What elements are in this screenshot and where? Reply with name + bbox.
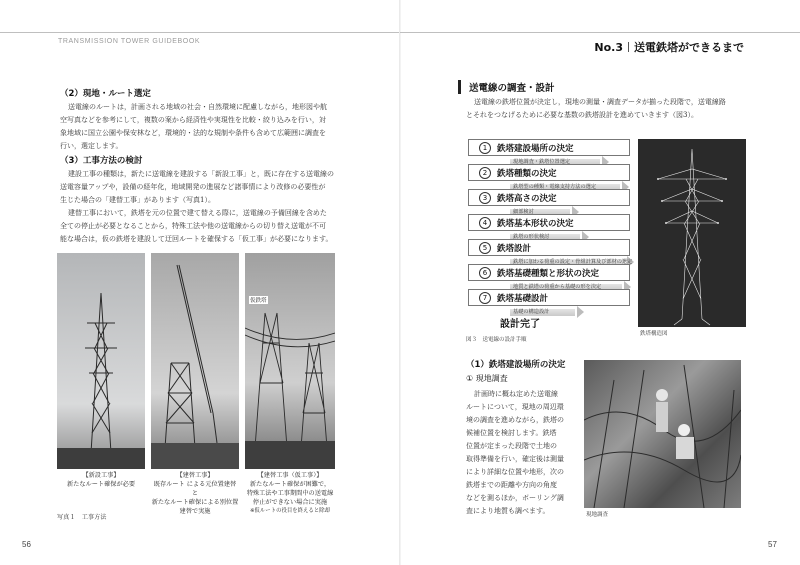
note-text: 基礎の構造設計 <box>513 308 550 315</box>
sec3-line: 送電容量アップや，設備の経年化，地域開発の進展など諸事情により改修の必要性が <box>60 183 326 191</box>
caption-line: 新たなルート確保が必要 <box>66 481 136 488</box>
caption-rebuild <box>151 471 239 516</box>
header-rule-right <box>400 32 800 33</box>
caption-head: 【建替工事（仮工事）】 <box>257 472 323 479</box>
page-number-right: 57 <box>768 540 777 549</box>
caption-line: 既存ルート による元位置建替と <box>153 481 237 497</box>
note-text: 鉄塔型の種類・電線支持方法の選定 <box>513 183 597 190</box>
sec2-line: 行い，選定します。 <box>60 142 123 150</box>
step-number: 7 <box>479 292 491 304</box>
page-number-left: 56 <box>22 540 31 549</box>
header-rule-left <box>0 32 400 33</box>
intro-line: とそれをつなげるために必要な基数の鉄塔設計を進めていきます（図3）。 <box>466 111 698 119</box>
survey-line: 取得準備を行い，確定後は測量 <box>466 455 564 463</box>
section-3-title: （3）工事方法の検討 <box>60 156 143 166</box>
step-number: 1 <box>479 142 491 154</box>
step-label: 鉄塔設計 <box>497 243 532 254</box>
sec3-line: 全ての停止が必要となることから，特殊工法や他の送電線からの切り替え送電が不可 <box>60 222 326 230</box>
figure-3-caption: 図３ 送電線の設計手順 <box>466 337 527 343</box>
flow-step <box>468 289 630 306</box>
chapter-number: No.3 <box>594 41 623 54</box>
photo-1-caption: 写真１ 工事方法 <box>57 514 107 521</box>
flow-step <box>468 239 630 256</box>
flow-step <box>468 164 630 181</box>
crane-photo-graphic <box>151 253 239 469</box>
section-title-survey-design: 送電線の調査・設計 <box>458 80 555 94</box>
flow-step <box>468 264 630 281</box>
step-label: 鉄塔基本形状の決定 <box>497 218 574 229</box>
subsection-1a-title: ① 現地調査 <box>466 374 508 383</box>
caption-line: 新たなルート確保が困難で， <box>249 481 331 488</box>
survey-line: 境の調査を進めながら，鉄塔の <box>466 416 564 424</box>
step-number: 4 <box>479 217 491 229</box>
caption-new <box>57 471 145 489</box>
survey-line: 鉄塔までの距離や方向の角度 <box>466 481 557 489</box>
caption-head: 【建替工事】 <box>176 472 214 479</box>
note-text: 地質と鉄塔の荷重から基礎の形を決定 <box>513 283 602 290</box>
step-label: 鉄塔建設場所の決定 <box>497 143 574 154</box>
note-text: 鉄塔に加わる荷重の設定・骨組計算及び部材の選定 <box>513 258 633 265</box>
sec3-line: 建設工事の種類は，新たに送電線を建設する「新設工事」と，既に存在する送電線の <box>68 170 334 178</box>
caption-line: 建替で実施 <box>179 508 211 515</box>
chapter-separator <box>628 42 629 52</box>
step-number: 2 <box>479 167 491 179</box>
sec3-line: 生じた場合の「建替工事」があります（写真1）。 <box>60 196 215 204</box>
chapter-title: 送電鉄塔ができるまで <box>634 41 744 54</box>
survey-line: 候補位置を検討します。鉄塔 <box>466 429 557 437</box>
survey-line: などを測るほか，ボーリング調 <box>466 494 564 502</box>
site-survey-caption: 現地調査 <box>586 512 609 518</box>
step-number: 3 <box>479 192 491 204</box>
step-number: 5 <box>479 242 491 254</box>
caption-temporary <box>245 471 335 516</box>
section-3-body <box>60 168 348 246</box>
sec2-line: 送電線のルートは，計画される地域の社会・自然環境に配慮しながら，地形図や航 <box>68 103 327 111</box>
survey-line: ルートについて，現地の周辺環 <box>466 403 564 411</box>
sec2-line: 空写真などを参考にして，複数の案から経済性や実現性を比較・絞り込みを行い，対 <box>60 116 326 124</box>
tower-photo-graphic <box>57 253 145 469</box>
survey-line: 計画時に概ね定めた送電線 <box>474 390 558 398</box>
arrow-tip <box>577 306 584 318</box>
design-complete-label: 設計完了 <box>500 319 540 330</box>
caption-line: 特殊工法や工事期間中の送電線 <box>246 490 334 497</box>
tower-structure-diagram <box>638 139 746 327</box>
book-title: TRANSMISSION TOWER GUIDEBOOK <box>58 38 201 45</box>
sec2-line: 象地域に国立公園や保安林など，環境的・法的な規制や条件も含めて広範囲に調査を <box>60 129 326 137</box>
sec3-line: 能な場合は，仮の鉄塔を建設して迂回ルートを確保する「仮工事」が必要になります。 <box>60 235 333 243</box>
sec3-line: 建替工事において，鉄塔を元の位置で建て替える際に，送電線の予備回線を含めた <box>68 209 327 217</box>
photo-new-construction <box>57 253 145 469</box>
survey-line: 位置が定まった段階で土地の <box>466 442 557 450</box>
section-2-title: （2）現地・ルート選定 <box>60 89 151 99</box>
section-2-body <box>60 101 348 153</box>
caption-line: 停止ができない場合に実施 <box>252 499 328 506</box>
chapter-header <box>594 39 744 55</box>
step-number: 6 <box>479 267 491 279</box>
temporary-tower-graphic <box>245 253 335 469</box>
step-label: 鉄塔基礎種類と形状の決定 <box>497 268 600 279</box>
forest-photo-graphic <box>584 360 741 508</box>
caption-line: 新たなルート確保による別位置 <box>151 499 239 506</box>
flow-step <box>468 214 630 231</box>
intro-paragraph <box>466 96 748 122</box>
subsection-1-title: （1）鉄塔建設場所の決定 <box>466 360 566 370</box>
photo-rebuild-construction <box>151 253 239 469</box>
caption-head: 【新設工事】 <box>82 472 120 479</box>
flow-step <box>468 189 630 206</box>
tower-wireframe-graphic <box>638 139 746 327</box>
right-page <box>400 0 800 565</box>
flow-step <box>468 139 630 156</box>
temporary-tower-tag: 仮鉄塔 <box>250 298 267 304</box>
photo-temporary-construction <box>245 253 335 469</box>
site-survey-photo <box>584 360 741 508</box>
survey-line: 査により地質も調べます。 <box>466 507 550 515</box>
note-text: 鉄塔の形状検討 <box>513 233 550 240</box>
step-label: 鉄塔高さの決定 <box>497 193 557 204</box>
intro-line: 送電線の鉄塔位置が決定し，現地の測量・調査データが揃った段階で，送電線路 <box>474 98 726 106</box>
caption-line: ※仮ルートの役目を終えると除却 <box>250 508 330 514</box>
survey-line: により詳細な位置や地形，次の <box>466 468 564 476</box>
step-label: 鉄塔種類の決定 <box>497 168 557 179</box>
tower-diagram-caption: 鉄塔構造図 <box>640 331 668 337</box>
note-text: 細部検討 <box>513 208 534 215</box>
note-text: 現地調査・鉄塔位置選定 <box>513 158 571 165</box>
step-label: 鉄塔基礎設計 <box>497 293 549 304</box>
